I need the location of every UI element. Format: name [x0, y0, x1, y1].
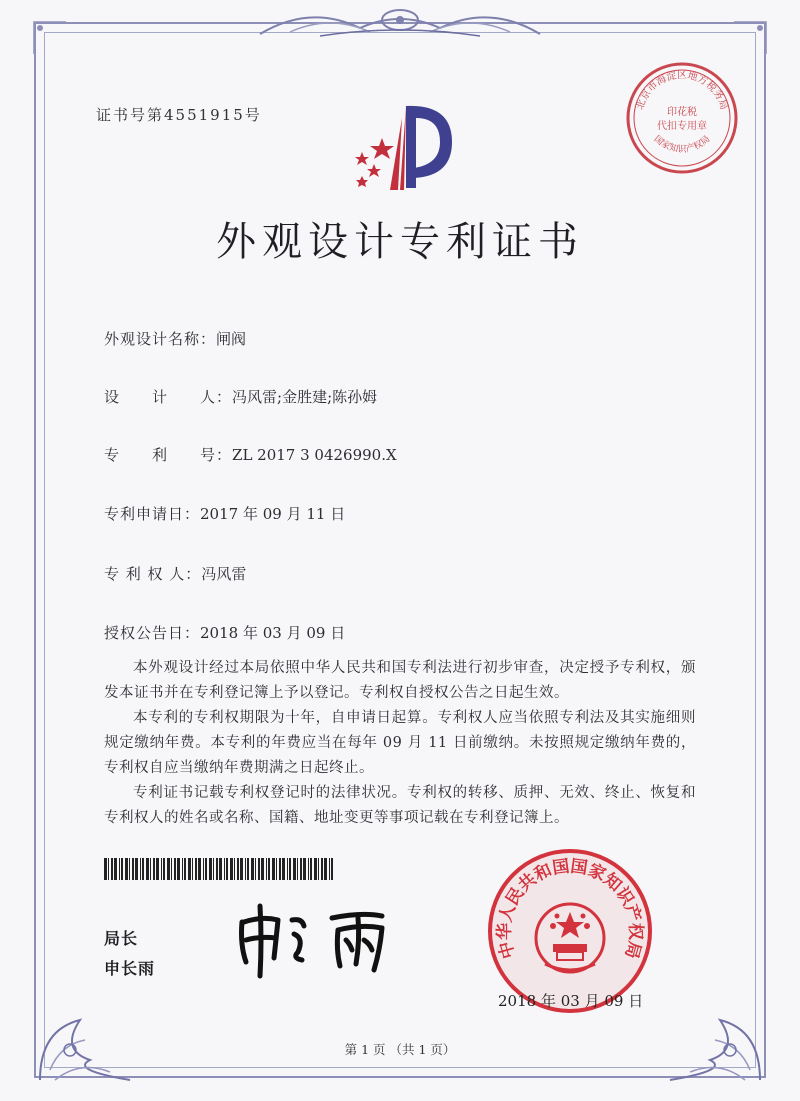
barcode-bar	[111, 858, 113, 880]
barcode-bar	[279, 858, 281, 880]
barcode-bar	[153, 858, 155, 880]
body-paragraph: 专利证书记载专利权登记时的法律状况。专利权的转移、质押、无效、终止、恢复和专利权人的姓名或名称、国籍、地址变更等事项记载在专利登记簿上。	[104, 785, 696, 826]
barcode-bar	[195, 858, 197, 880]
field-patentee	[104, 563, 246, 584]
barcode-bar	[142, 858, 144, 880]
field-label: 专利申请日：	[104, 505, 201, 523]
barcode-bar	[184, 858, 186, 880]
barcode-bar	[198, 858, 201, 880]
field-value: 2017 年 09 月 11 日	[200, 505, 346, 523]
barcode-bar	[308, 858, 309, 880]
barcode-bar	[150, 858, 151, 880]
barcode-bar	[261, 858, 264, 880]
field-value: 2018 年 03 月 09 日	[200, 624, 346, 642]
barcode-bar	[182, 858, 183, 880]
barcode-bar	[331, 858, 333, 880]
barcode-bar	[300, 858, 302, 880]
field-label: 设 计 人：	[104, 388, 233, 406]
certificate-title: 外观设计专利证书	[216, 219, 584, 265]
barcode-bar	[203, 858, 204, 880]
handwritten-signature	[232, 900, 412, 980]
tax-stamp	[624, 60, 740, 176]
barcode-bar	[125, 858, 128, 880]
field-value: ZL 2017 3 0426990.X	[232, 446, 397, 464]
barcode-bar	[219, 858, 222, 880]
certificate-number: 证书号第4551915号	[96, 106, 262, 124]
barcode-bar	[216, 858, 218, 880]
field-filing-date	[104, 503, 345, 524]
barcode-bar	[114, 858, 117, 880]
body-paragraph: 本专利的专利权期限为十年，自申请日起算。专利权人应当依照专利法及其实施细则规定缴纳年费。本专利的年费应当在每年 09 月 11 日前缴纳。未按照规定缴纳年费的，专利权自应当缴纳年费期满之日起终止。	[104, 710, 696, 776]
tax-stamp-center-1: 印花税	[667, 107, 697, 118]
barcode-bar	[209, 858, 212, 880]
barcode-bar	[192, 858, 193, 880]
barcode-bar	[268, 858, 270, 880]
certificate-body	[104, 656, 696, 831]
barcode-bar	[108, 858, 109, 880]
field-value: 冯风雷;金胜建;陈孙姆	[232, 388, 378, 406]
barcode-bar	[255, 858, 256, 880]
barcode-bar	[272, 858, 275, 880]
barcode-bar	[329, 858, 330, 880]
barcode-bar	[188, 858, 191, 880]
barcode-bar	[161, 858, 162, 880]
barcode-bar	[205, 858, 207, 880]
barcode-bar	[282, 858, 285, 880]
barcode-bar	[135, 858, 138, 880]
barcode-bar	[171, 858, 172, 880]
barcode-bar	[224, 858, 225, 880]
seal-ring-text: 中华人民共和国国家知识产权局	[494, 856, 646, 961]
field-design-name	[104, 328, 246, 349]
barcode-bar	[163, 858, 165, 880]
barcode-bar	[314, 858, 317, 880]
barcode-bar	[129, 858, 130, 880]
barcode-bar	[266, 858, 267, 880]
barcode-bar	[276, 858, 277, 880]
top-ornament	[250, 4, 550, 44]
barcode-bar	[174, 858, 176, 880]
barcode-bar	[234, 858, 235, 880]
barcode-bar	[104, 858, 107, 880]
barcode-bar	[230, 858, 233, 880]
barcode-bar	[213, 858, 214, 880]
barcode-bar	[167, 858, 170, 880]
barcode-bar	[121, 858, 123, 880]
issue-date: 2018 年 03 月 09 日	[498, 992, 644, 1010]
barcode-bar	[310, 858, 312, 880]
field-label: 外观设计名称：	[104, 330, 217, 348]
barcode-bar	[287, 858, 288, 880]
field-label: 专 利 号：	[104, 446, 233, 464]
page-number: 第 1 页 （共 1 页）	[344, 1042, 456, 1057]
svg-text:国家知识产权局	[652, 134, 713, 155]
barcode-bar	[289, 858, 291, 880]
barcode-bar	[119, 858, 120, 880]
field-label: 专 利 权 人：	[104, 565, 202, 583]
barcode-bar	[156, 858, 159, 880]
barcode-bar	[226, 858, 228, 880]
barcode-bar	[258, 858, 260, 880]
body-paragraph: 本外观设计经过本局依照中华人民共和国专利法进行初步审查，决定授予专利权，颁发本证书并在专利登记簿上予以登记。专利权自授权公告之日起生效。	[104, 660, 696, 701]
signatory-role: 局长	[104, 929, 139, 948]
tax-stamp-bottom-text: 国家知识产权局	[651, 134, 713, 155]
barcode	[104, 858, 336, 880]
barcode-bar	[247, 858, 249, 880]
barcode-bar	[251, 858, 254, 880]
barcode-bar	[318, 858, 319, 880]
barcode-bar	[303, 858, 306, 880]
field-patent-number	[104, 444, 397, 465]
barcode-bar	[140, 858, 141, 880]
barcode-bar	[237, 858, 239, 880]
field-label: 授权公告日：	[104, 624, 201, 642]
patent-office-logo	[340, 98, 470, 198]
barcode-bar	[297, 858, 298, 880]
barcode-bar	[324, 858, 327, 880]
barcode-bar	[132, 858, 134, 880]
barcode-bar	[240, 858, 243, 880]
tax-stamp-center-2: 代扣专用章	[657, 121, 707, 132]
barcode-bar	[245, 858, 246, 880]
corner-ornament-top-left	[30, 18, 70, 58]
corner-ornament-top-right	[730, 18, 770, 58]
field-designers	[104, 386, 377, 407]
field-value: 闸阀	[216, 330, 247, 348]
tax-stamp-ring-text: 北京市海淀区地方税务局	[634, 70, 730, 112]
field-grant-date	[104, 622, 345, 643]
barcode-bar	[177, 858, 180, 880]
field-value: 冯风雷	[201, 565, 247, 583]
barcode-bar	[321, 858, 323, 880]
signatory-name: 申长雨	[104, 959, 156, 978]
barcode-bar	[146, 858, 149, 880]
barcode-bar	[293, 858, 296, 880]
